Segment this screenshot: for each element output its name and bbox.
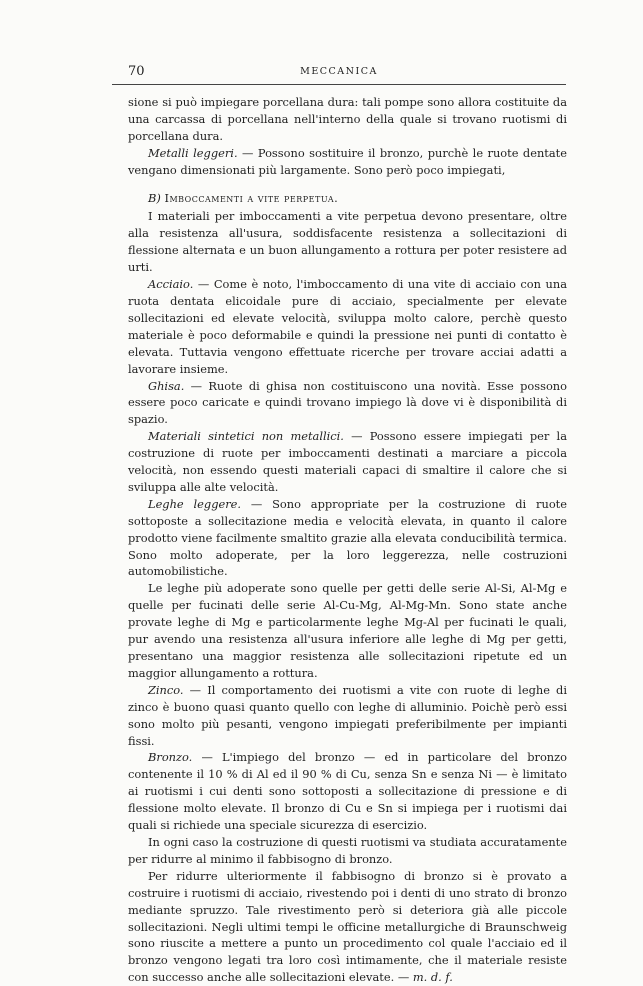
paragraph-label: Zinco. (148, 682, 184, 697)
author-signature: m. d. f. (412, 970, 453, 985)
paragraph-metalli-leggeri (128, 145, 567, 179)
paragraph-materiali-sintetici (128, 428, 567, 496)
paragraph-text: Per ridurre ulteriormente il fabbisogno di bronzo si è provato a costruire i ruotismi di acciaio, rivestendo poi i denti di uno strato di bronzo mediante spruzzo. Tale rivestimento però si deteriora già alle piccole sollecitazioni. Negli ultimi tempi le officine metallurgiche di Braunschweig sono riuscite a mettere a punto un procedimento col quale l'acciaio ed il bronzo vengono legati tra loro così intimamente, che il materiale resiste con successo anche alle sollecitazioni elevate. — (128, 868, 567, 985)
paragraph-bronzo (128, 749, 567, 834)
paragraph-acciaio (128, 276, 567, 377)
paragraph-porcellana: sione si può impiegare porcellana dura: tali pompe sono allora costituite da una carcassa di porcellana nell'interno della quale si trovano ruotismi di porcellana dura. (128, 95, 567, 143)
paragraph-ghisa (128, 378, 567, 429)
paragraph-text: — L'impiego del bronzo — ed in particolare del bronzo contenente il 10 % di Al ed il 90 % di Cu, senza Sn e senza Ni — è limitato ai ruotismi i cui denti sono sottoposti a sollecitazione di pressione e di flessione molto elevate. Il bronzo di Cu e Sn si impiega per i ruotismi dai quali si richiede una speciale sicurezza di esercizio. (128, 750, 567, 833)
section-title: Imboccamenti a vite perpetua. (164, 190, 339, 205)
section-letter: B) (148, 190, 161, 205)
paragraph-text: — Il comportamento dei ruotismi a vite con ruote di leghe di zinco è buono quasi quanto quello con leghe di alluminio. Poichè però essi sono molto più pesanti, vengono impiegati preferibilmente per impianti fissi. (128, 682, 567, 748)
body-text (128, 94, 567, 986)
paragraph-costruzione: In ogni caso la costruzione di questi ruotismi va studiata accuratamente per ridurre al minimo il fabbisogno di bronzo. (128, 834, 567, 866)
paragraph-ridurre (128, 868, 567, 986)
paragraph-label: Acciaio. (148, 277, 194, 292)
paragraph-leghe-leggere (128, 496, 567, 581)
running-head: MECCANICA (300, 66, 378, 77)
paragraph-materiali: I materiali per imboccamenti a vite perpetua devono presentare, oltre alla resistenza all'usura, soddisfacente resistenza a sollecitazioni di flessione alternata e un buon allungamento a rottura per poter resistere ad urti. (128, 209, 567, 275)
page-header (112, 64, 566, 85)
paragraph-text: — Possono essere impiegati per la costruzione di ruote per imboccamenti destinati a marciare a piccola velocità, non essendo questi materiali capaci di smaltire il calore che si sviluppa alle alte velocità. (128, 429, 567, 494)
paragraph-label: Leghe leggere. (148, 496, 242, 511)
section-heading (128, 190, 567, 207)
paragraph-text: — Sono appropriate per la costruzione di ruote sottoposte a sollecitazione media e velocità elevata, in quanto il calore prodotto viene facilmente smaltito grazie alla elevata conducibilità termica. Sono molto adoperate, per la loro leggerezza, nelle costruzioni automobilistiche. (128, 496, 567, 579)
paragraph-text: — Possono sostituire il bronzo, purchè le ruote dentate vengano dimensionati più largamente. Sono però poco impiegati, (128, 145, 567, 177)
paragraph-label: Materiali sintetici non metallici. (148, 429, 344, 444)
paragraph-label: Ghisa. (148, 378, 185, 393)
paragraph-label: Metalli leggeri. (148, 145, 238, 160)
paragraph-text: — Ruote di ghisa non costituiscono una novità. Esse possono essere poco caricate e quindi trovano impiego là dove vi è disponibilità di spazio. (128, 378, 567, 427)
paragraph-text: — Come è noto, l'imboccamento di una vite di acciaio con una ruota dentata elicoidale pure di acciaio, specialmente per elevate sollecitazioni ed elevate velocità, sviluppa molto calore, perchè questo materiale è poco deformabile e quindi la pressione nei punti di contatto è elevata. Tuttavia vengono effettuate ricerche per trovare acciai adatti a lavorare insieme. (128, 277, 567, 376)
paragraph-label: Bronzo. (148, 750, 193, 765)
paragraph-zinco (128, 682, 567, 750)
paragraph-leghe-adoperate: Le leghe più adoperate sono quelle per getti delle serie Al-Si, Al-Mg e quelle per fucinati delle serie Al-Cu-Mg, Al-Mg-Mn. Sono state anche provate leghe di Mg e particolarmente leghe Mg-Al per fucinati le quali, pur avendo una resistenza all'usura inferiore alle leghe di Mg per getti, presentano una maggior resistenza alle sollecitazioni ripetute ed un maggior allungamento a rottura. (128, 581, 567, 680)
page-number: 70 (128, 64, 145, 79)
